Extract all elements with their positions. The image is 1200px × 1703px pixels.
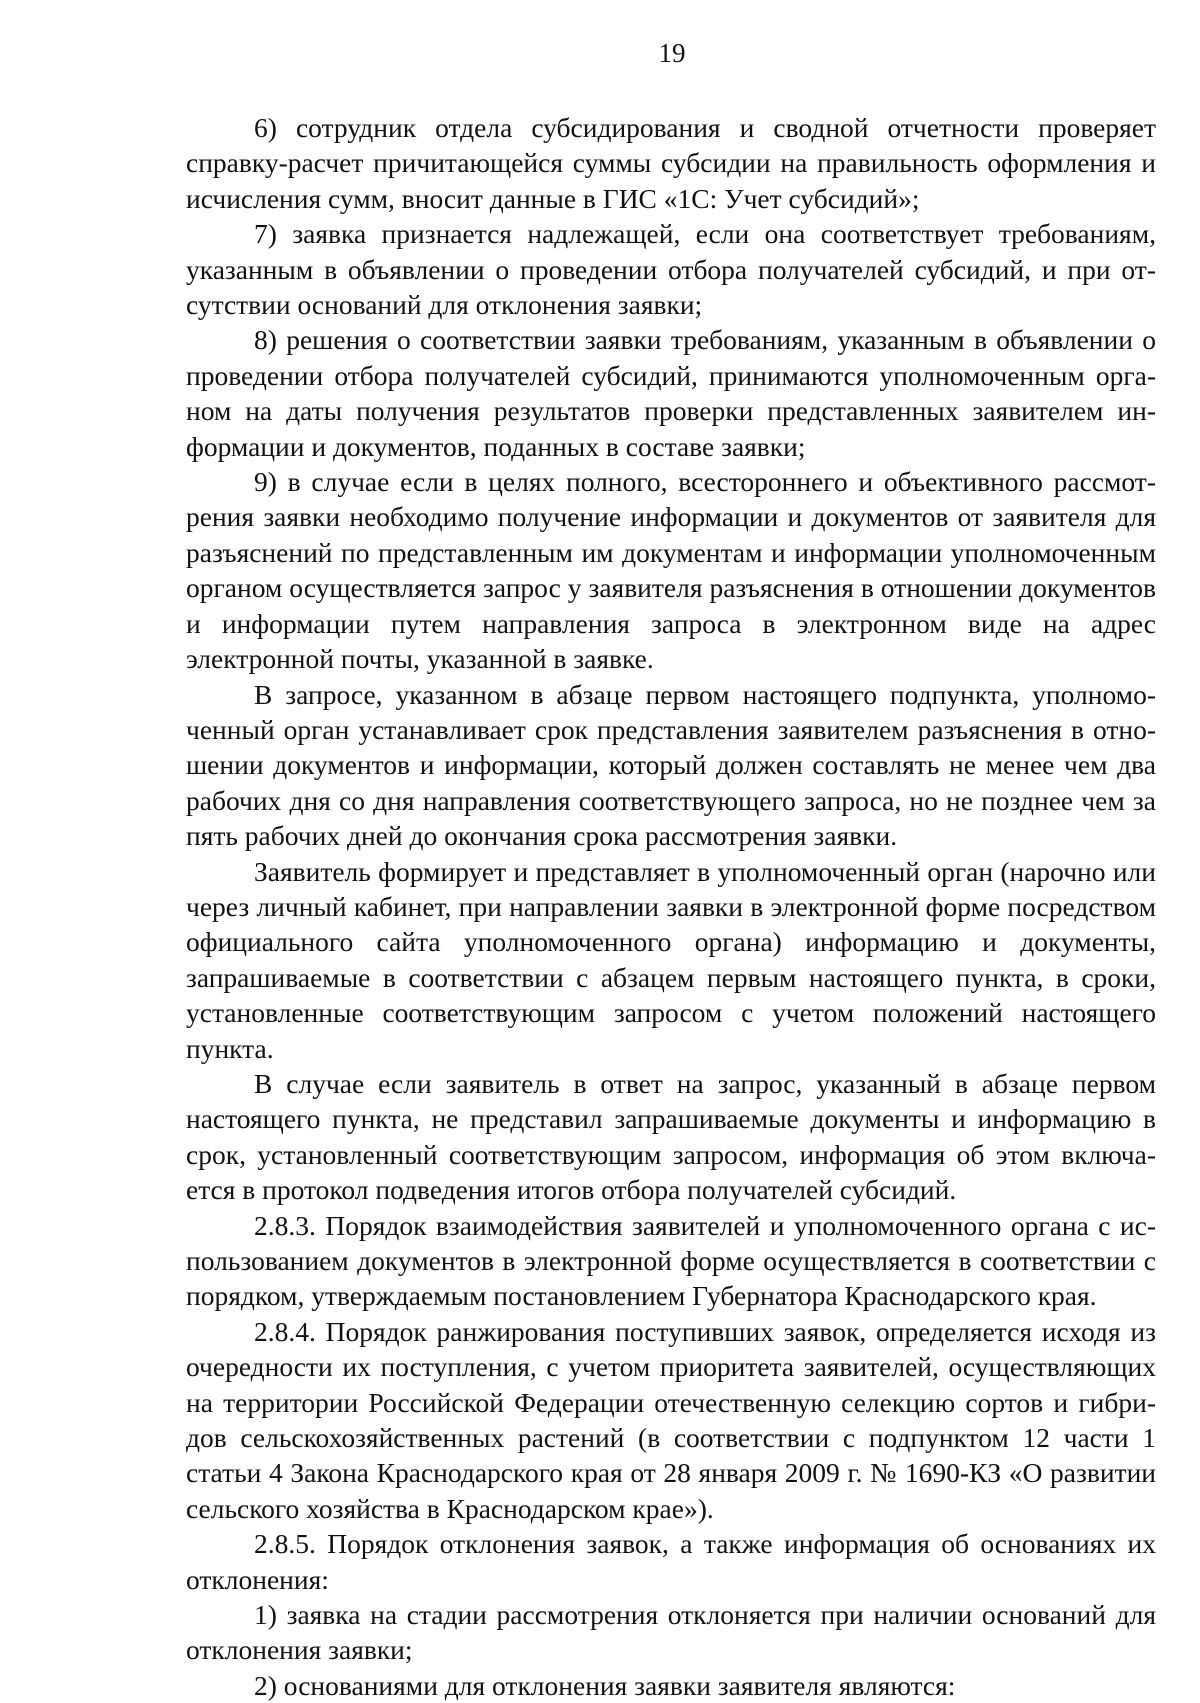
paragraph-item-8: 8) решения о соответствии заявки требованиям, указанным в объявлении о проведении отбора получателей субсидий, принимаются уполномоченным органом на даты получения результатов проверки представленных заявителем информации и документов, поданных в составе заявки; — [186, 324, 1156, 462]
paragraph-rejection-2: 2) основаниями для отклонения заявки заявителя являются: — [254, 1669, 956, 1701]
paragraph-no-response: В случае если заявитель в ответ на запрос, указанный в абзаце первом настоящего пункта, не представил запрашиваемые документы и информацию в срок, установленный соответствующим запросом, информация об этом включается в протокол подведения итогов отбора получателей субсидий. — [186, 1067, 1156, 1206]
paragraph-2-8-3: 2.8.3. Порядок взаимодействия заявителей и уполномоченного органа с использованием документов в электронной форме осуществляется в соответствии с порядком, утверждаемым постановлением Губернатора Краснодарского края. — [186, 1209, 1156, 1312]
paragraph-2-8-5: 2.8.5. Порядок отклонения заявок, а также информация об основаниях их отклонения: — [186, 1528, 1156, 1595]
page-number: 19 — [658, 38, 686, 68]
paragraph-item-7: 7) заявка признается надлежащей, если она соответствует требованиям, указанным в объявлении о проведении отбора получателей субсидий, и при отсутствии оснований для отклонения заявки; — [186, 218, 1156, 321]
document-body — [186, 110, 1156, 1703]
paragraph-item-6: 6) сотрудник отдела субсидирования и сводной отчетности проверяет справку-расчет причитающейся суммы субсидии на правильность оформления и исчисления сумм, вносит данные в ГИС «1С: Учет субсидий»; — [186, 112, 1156, 214]
paragraph-2-8-4: 2.8.4. Порядок ранжирования поступивших заявок, определяется исходя из очередности их поступления, с учетом приоритета заявителей, осуществляющих на территории Российской Федерации отечественную селекцию сортов и гибридов сельскохозяйственных растений (в соответствии с подпунктом 12 части 1 статьи 4 Закона Краснодарского края от 28 января 2009 г. № 1690-КЗ «О развитии сельского хозяйства в Краснодарском крае»). — [186, 1315, 1156, 1524]
paragraph-rejection-1: 1) заявка на стадии рассмотрения отклоняется при наличии оснований для отклонения заявки; — [186, 1599, 1156, 1666]
paragraph-applicant-submits: Заявитель формирует и представляет в уполномоченный орган (нарочно или через личный кабинет, при направлении заявки в электронной форме посредством официального сайта уполномоченного органа) информацию и документы, запрашиваемые в соответствии с абзацем первым настоящего пункта, в сроки, установленные соответствующим запросом с учетом положений настоящего пункта. — [186, 855, 1156, 1064]
paragraph-request-deadline: В запросе, указанном в абзаце первом настоящего подпункта, уполномоченный орган устанавливает срок представления заявителем разъяснения в отношении документов и информации, который должен составлять не менее чем два рабочих дня со дня направления соответствующего запроса, но не позднее чем за пять рабочих дней до окончания срока рассмотрения заявки. — [186, 678, 1156, 852]
paragraph-item-9: 9) в случае если в целях полного, всестороннего и объективного рассмотрения заявки необходимо получение информации и документов от заявителя для разъяснений по представленным им документам и информации уполномоченным органом осуществляется запрос у заявителя разъяснения в отношении документов и информации путем направления запроса в электронном виде на адрес электронной почты, указанной в заявке. — [186, 466, 1156, 675]
